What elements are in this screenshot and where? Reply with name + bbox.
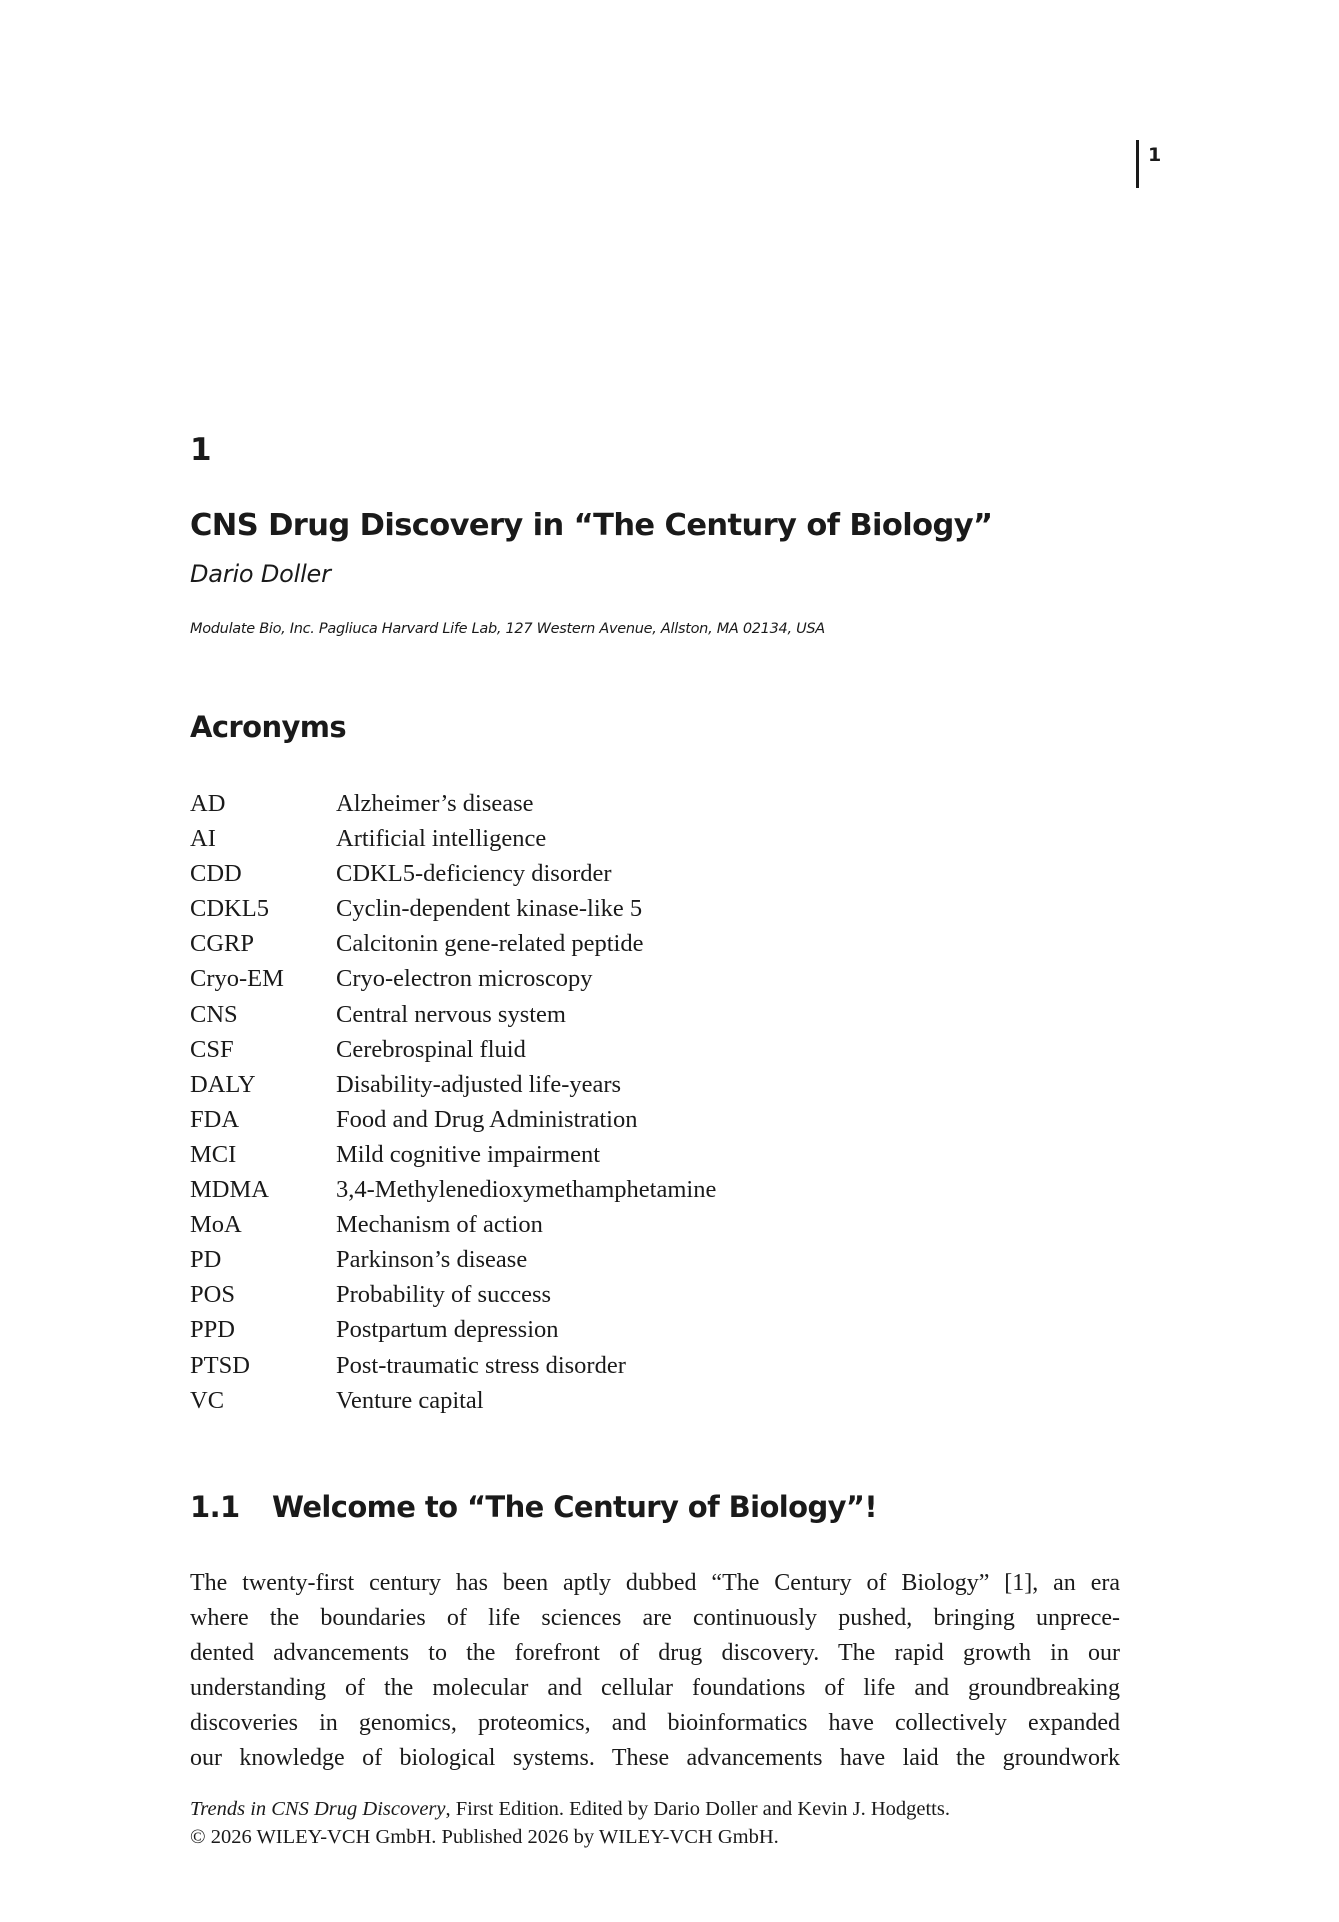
acronym-definition: Parkinson’s disease [336,1246,528,1274]
acronym-row [190,1172,890,1207]
body-text-line: where the boundaries of life sciences are continuously pushed, bringing unprece- [190,1605,1120,1632]
acronym-abbreviation: MoA [190,1211,242,1239]
acronym-row [190,1348,890,1383]
acronym-row [190,1277,890,1312]
acronym-definition: 3,4-Methylenedioxymethamphetamine [336,1176,717,1204]
page-marker-rule [1136,140,1139,188]
acronym-row [190,856,890,891]
acronym-row [190,1032,890,1067]
acronym-abbreviation: Cryo-EM [190,965,284,993]
book-title: Trends in CNS Drug Discovery [190,1798,446,1820]
footer-edition-line [190,1796,1120,1824]
body-paragraph [190,1566,1120,1777]
acronym-row [190,961,890,996]
acronym-row [190,997,890,1032]
acronym-row [190,926,890,961]
acronym-abbreviation: PPD [190,1316,235,1344]
acronym-definition: CDKL5-deficiency disorder [336,860,612,888]
acronym-definition: Cyclin-dependent kinase-like 5 [336,895,643,923]
footer [190,1796,1120,1851]
acronym-abbreviation: PD [190,1246,222,1274]
acronym-abbreviation: AI [190,825,216,853]
acronym-abbreviation: CGRP [190,930,255,958]
acronym-definition: Venture capital [336,1386,484,1414]
acronym-abbreviation: CSF [190,1035,234,1063]
acronym-abbreviation: MDMA [190,1176,269,1204]
acronym-definition: Alzheimer’s disease [336,790,534,817]
acronym-row [190,1312,890,1347]
acronym-row [190,891,890,926]
acronym-abbreviation: AD [190,790,226,817]
acronym-definition: Artificial intelligence [336,825,547,853]
section-number: 1.1 [190,1490,240,1524]
body-text-line: our knowledge of biological systems. These advancements have laid the groundwork [190,1745,1120,1772]
author-name: Dario Doller [190,560,331,588]
body-text-line: understanding of the molecular and cellular foundations of life and groundbreaking [190,1675,1120,1702]
acronym-abbreviation: DALY [190,1070,256,1098]
acronym-abbreviation: CDD [190,860,242,888]
acronym-row [190,1383,890,1418]
acronym-abbreviation: CDKL5 [190,895,269,923]
acronym-definition: Probability of success [336,1281,552,1309]
body-text-line: The twenty-first century has been aptly dubbed “The Century of Biology” [1], an era [190,1570,1120,1596]
acronym-abbreviation: FDA [190,1105,240,1133]
acronym-definition: Cryo-electron microscopy [336,965,593,993]
acronym-definition: Cerebrospinal fluid [336,1035,526,1063]
chapter-title: CNS Drug Discovery in “The Century of Biology” [190,508,993,543]
section-heading [190,1490,877,1524]
acronym-abbreviation: PTSD [190,1351,250,1379]
acronym-row [190,1067,890,1102]
acronym-row [190,1102,890,1137]
acronym-row [190,1242,890,1277]
section-title: Welcome to “The Century of Biology”! [272,1490,878,1524]
body-text-line: dented advancements to the forefront of drug discovery. The rapid growth in our [190,1640,1120,1667]
acronym-definition: Post-traumatic stress disorder [336,1351,626,1379]
acronym-definition: Food and Drug Administration [336,1105,638,1133]
acronyms-heading: Acronyms [190,710,347,744]
acronym-row [190,1207,890,1242]
author-affiliation: Modulate Bio, Inc. Pagliuca Harvard Life Lab, 127 Western Avenue, Allston, MA 02134, USA [190,621,825,637]
acronym-abbreviation: CNS [190,1000,238,1028]
acronym-definition: Mechanism of action [336,1211,543,1239]
acronym-row [190,1137,890,1172]
acronym-definition: Mild cognitive impairment [336,1140,601,1168]
page-number: 1 [1148,144,1162,166]
chapter-number: 1 [190,432,212,468]
acronym-row [190,786,890,821]
acronym-definition: Postpartum depression [336,1316,559,1344]
acronym-abbreviation: MCI [190,1140,237,1168]
acronym-abbreviation: VC [190,1386,225,1414]
copyright-line: © 2026 WILEY-VCH GmbH. Published 2026 by WILEY-VCH GmbH. [190,1825,779,1848]
acronym-definition: Central nervous system [336,1000,566,1028]
acronym-list [190,786,890,1418]
acronym-abbreviation: POS [190,1281,235,1309]
acronym-row [190,821,890,856]
acronym-definition: Calcitonin gene-related peptide [336,930,644,958]
body-text-line: discoveries in genomics, proteomics, and bioinformatics have collectively expanded [190,1710,1120,1737]
edition-text: , First Edition. Edited by Dario Doller and Kevin J. Hodgetts. [445,1798,950,1820]
acronym-definition: Disability-adjusted life-years [336,1070,622,1098]
